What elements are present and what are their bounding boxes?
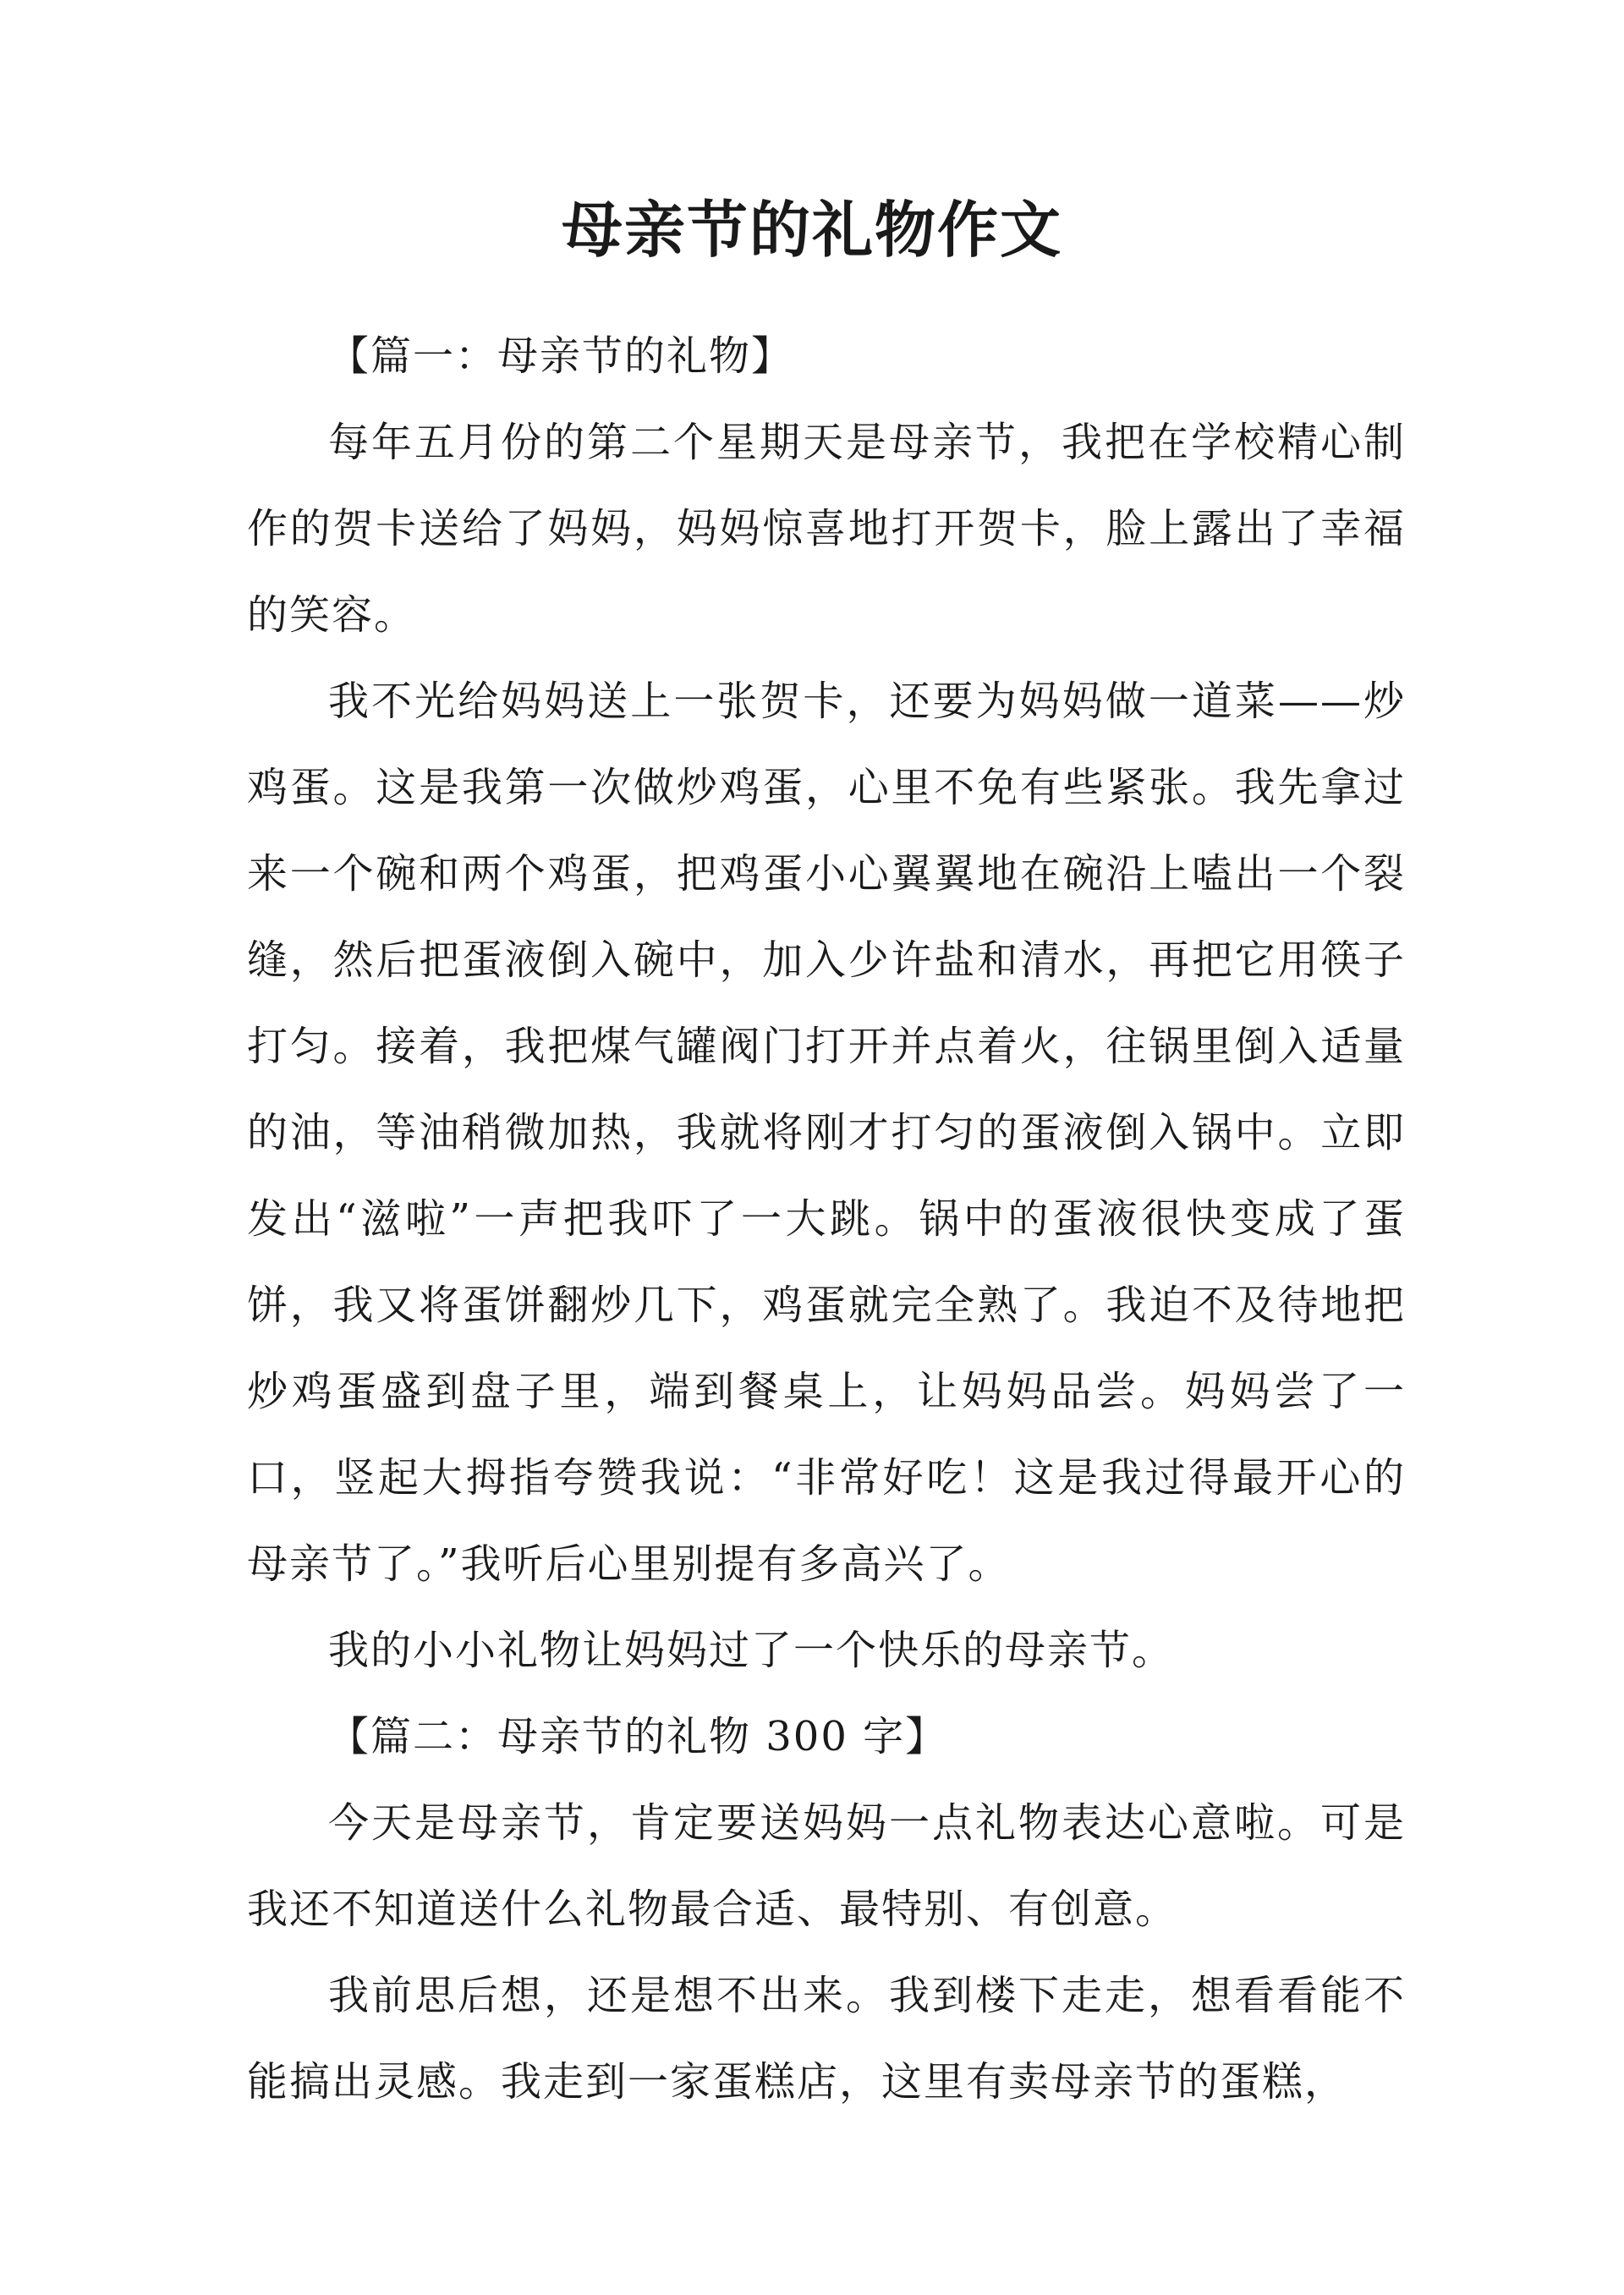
paragraph: 我不光给妈妈送上一张贺卡，还要为妈妈做一道菜——炒鸡蛋。这是我第一次做炒鸡蛋，心里不免有些紧张。我先拿过来一个碗和两个鸡蛋，把鸡蛋小心翼翼地在碗沿上嗑出一个裂缝，然后把蛋液倒入碗中，加入少许盐和清水，再把它用筷子打匀。接着，我把煤气罐阀门打开并点着火，往锅里倒入适量的油，等油稍微加热，我就将刚才打匀的蛋液倒入锅中。立即发出“滋啦”一声把我吓了一大跳。锅中的蛋液很快变成了蛋饼，我又将蛋饼翻炒几下，鸡蛋就完全熟了。我迫不及待地把炒鸡蛋盛到盘子里，端到餐桌上，让妈妈品尝。妈妈尝了一口，竖起大拇指夸赞我说：“非常好吃！这是我过得最开心的母亲节了。”我听后心里别提有多高兴了。 [247,678,1406,1588]
section-heading: 【篇二：母亲节的礼物 300 字】 [328,1713,948,1760]
paragraph: 今天是母亲节，肯定要送妈妈一点礼物表达心意啦。可是我还不知道送什么礼物最合适、最特别、有创意。 [247,1799,1406,1933]
paragraph: 我的小小礼物让妈妈过了一个快乐的母亲节。 [328,1627,1175,1674]
document-body [247,313,1406,2125]
paragraph: 每年五月份的第二个星期天是母亲节，我把在学校精心制作的贺卡送给了妈妈，妈妈惊喜地打开贺卡，脸上露出了幸福的笑容。 [247,419,1406,639]
section-heading: 【篇一：母亲节的礼物】 [328,332,794,380]
page-title: 母亲节的礼物作文 [561,195,1062,266]
paragraph: 我前思后想，还是想不出来。我到楼下走走，想看看能不能搞出灵感。我走到一家蛋糕店，这里有卖母亲节的蛋糕， [247,1972,1406,2106]
